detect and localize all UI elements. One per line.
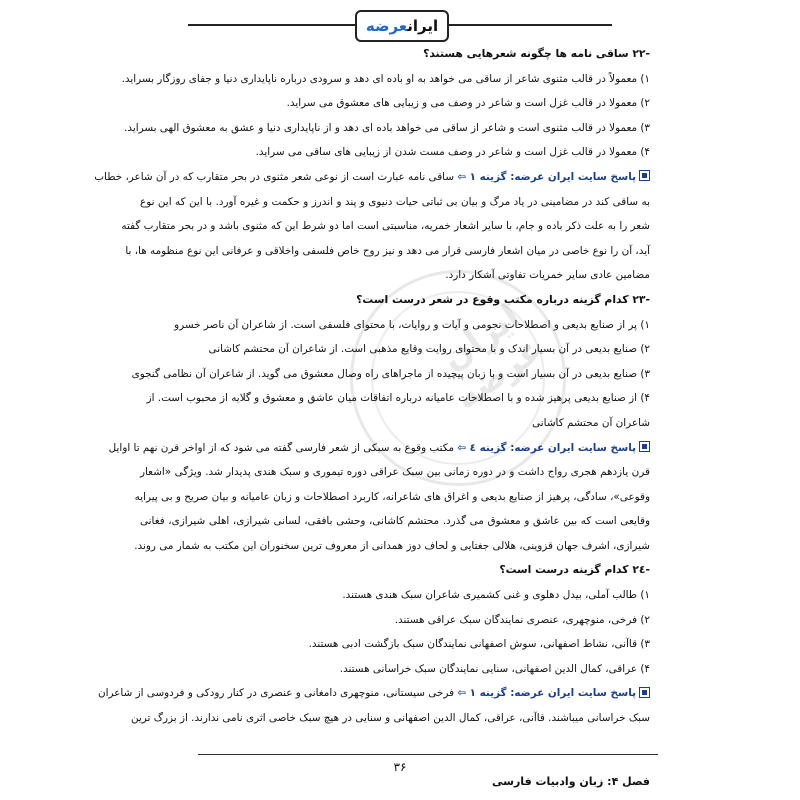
answer-option: ۴) از صنایع بدیعی پرهیز شده و با اصطلاحات عامیانه درباره اتفاقات میان عاشق و معشوق و گلایه از محبوب است. از — [146, 392, 650, 405]
answer-option: ۲) معمولا در قالب غزل است و شاعر در وصف می و زیبایی های معشوق می سراید. — [286, 97, 650, 110]
answer-explanation-line — [94, 165, 650, 190]
text-line: وقوعی»، سادگی، پرهیز از صنایع بدیعی و اغراق های شاعرانه، کاربرد اصطلاحات و زبان عامیانه و بیان صریح و بی پیرایه — [134, 490, 650, 503]
answer-option: ۳) قاآنی، نشاط اصفهانی، سوش اصفهانی نمایندگان سبک بازگشت ادبی هستند. — [308, 638, 650, 651]
arrow-left-icon: ⇦ — [457, 687, 470, 700]
watermark-text: ایران عرضه — [337, 257, 579, 499]
header-logo-area — [0, 8, 800, 42]
answer-explanation-line — [97, 681, 650, 706]
text-line: سبک خراسانی میباشند. قاآنی، عراقی، کمال الدین اصفهانی و سنایی در هیچ سبک خاصی اثری نامی ندارند. از بزرگ ترین — [130, 712, 650, 725]
answer-text: مکتب وقوع به سبکی از شعر فارسی گفته می شود که از اواخر قرن نهم تا اوایل — [108, 441, 458, 454]
text-line: شعر را به علت ذکر باده و جام، با سایر اشعار خمریه، مناسبتی است اما دو شرط این که مثنوی باشد و در بحر متقارب گفته — [121, 220, 650, 233]
text-line: وقایعی است که بین عاشق و معشوق می گذرد. محتشم کاشانی، وحشی بافقی، لسانی شیرازی، اهلی شیرازی، فغانی — [140, 515, 650, 528]
answer-option: ۴) عراقی، کمال الدین اصفهانی، سنایی نمایندگان سبک خراسانی هستند. — [339, 662, 650, 675]
header-rule-right — [444, 24, 612, 26]
answer-text: فرخی سیستانی، منوچهری دامغانی و عنصری در کنار رودکی و فردوسی از شاعران — [97, 687, 458, 700]
text-line: شاعران آن محتشم کاشانی — [532, 416, 650, 429]
answer-option: ۱) طالب آملی، بیدل دهلوی و غنی کشمیری شاعران سبک هندی هستند. — [342, 589, 650, 602]
arrow-left-icon: ⇦ — [457, 441, 470, 454]
answer-option: ۱) پر از صنایع بدیعی و اصطلاحات نجومی و آیات و روایات، با محتوای فلسفی است. از شاعران آن ناصر خسرو — [174, 318, 650, 331]
text-line: آید، آن را نوع خاصی در میان اشعار فارسی قرار می دهد و نیز روح خاص فلسفی واخلاقی و عرفانی این نوع منظومه ها، با — [125, 244, 650, 257]
answer-option: ۱) معمولاً در قالب مثنوی شاعر از ساقی می خواهد به او باده ای دهد و سرودی درباره ناپایداری دنیا و جفای روزگار بسراید. — [121, 72, 650, 85]
question-heading: -۲۲ ساقی نامه ها چگونه شعرهایی هستند؟ — [423, 47, 650, 60]
answer-option: ۳) معمولا در قالب مثنوی است و شاعر از ساقی می خواهد باده ای دهد و از ناپایداری دنیا و عشق به معشوق الهی بسراید. — [124, 121, 650, 134]
answer-option: ۳) صنایع بدیعی در آن بسیار است و با زبان پیچیده از ماجراهای راه وصال معشوق می گوید. از شاعران آن نظامی گنجوی — [131, 367, 650, 380]
site-logo — [355, 10, 449, 42]
answer-option: ۲) صنایع بدیعی در آن بسیار اندک و با محتوای روایت وقایع مذهبی است. از شاعران آن محتشم کاشانی — [208, 343, 650, 356]
question-heading: -۲۳ کدام گزینه درباره مکتب وقوع در شعر درست است؟ — [356, 292, 650, 306]
checkbox-icon — [639, 687, 650, 698]
answer-label: پاسخ سایت ایران عرضه: گزینه ۱ — [469, 687, 636, 700]
answer-explanation-line — [108, 436, 650, 461]
answer-label: پاسخ سایت ایران عرضه: گزینه ٤ — [469, 441, 636, 454]
text-line: به ساقی کند در مضامینی در یاد مرگ و بیان بی ثباتی حیات دنیوی و پند و اندرز و حکمت و غیره آورد. با این که این نوع — [140, 195, 650, 208]
checkbox-icon — [639, 441, 650, 452]
text-line: قرن یازدهم هجری رواج داشت و در دوره زمانی بین سبک عراقی دوره تیموری و سبک هندی پدیدار شد. ویژگی «اشعار — [140, 466, 650, 479]
answer-option: ۴) معمولا در قالب غزل است و شاعر در وصف مست شدن از زیبایی های ساقی می سراید. — [255, 146, 650, 159]
page-number: ۳۶ — [393, 760, 407, 774]
answer-option: ۲) فرخی، منوچهری، عنصری نمایندگان سبک عراقی هستند. — [394, 613, 650, 626]
header-rule-left — [188, 24, 356, 26]
text-line: شیرازی، اشرف جهان قزوینی، هلالی جغتایی و لحاف دوز همدانی از معروف ترین سخنوران این مکتب به شمار می روند. — [134, 539, 650, 552]
page-body — [94, 42, 650, 731]
footer-rule — [198, 754, 658, 755]
arrow-left-icon: ⇦ — [457, 170, 470, 183]
checkbox-icon — [639, 170, 650, 181]
answer-text: ساقی نامه عبارت است از نوعی شعر مثنوی در بحر متقارب که در آن شاعر، خطاب — [94, 170, 458, 183]
text-line: مضامین عادی سایر خمریات تفاوتی آشکار دارد. — [445, 269, 650, 282]
chapter-title: فصل ۴: زبان وادبیات فارسی — [492, 775, 650, 788]
answer-label: پاسخ سایت ایران عرضه: گزینه ۱ — [469, 170, 636, 183]
question-heading: -۲٤ کدام گزینه درست است؟ — [499, 563, 650, 577]
logo-text: ایرانعرضه — [365, 17, 439, 35]
